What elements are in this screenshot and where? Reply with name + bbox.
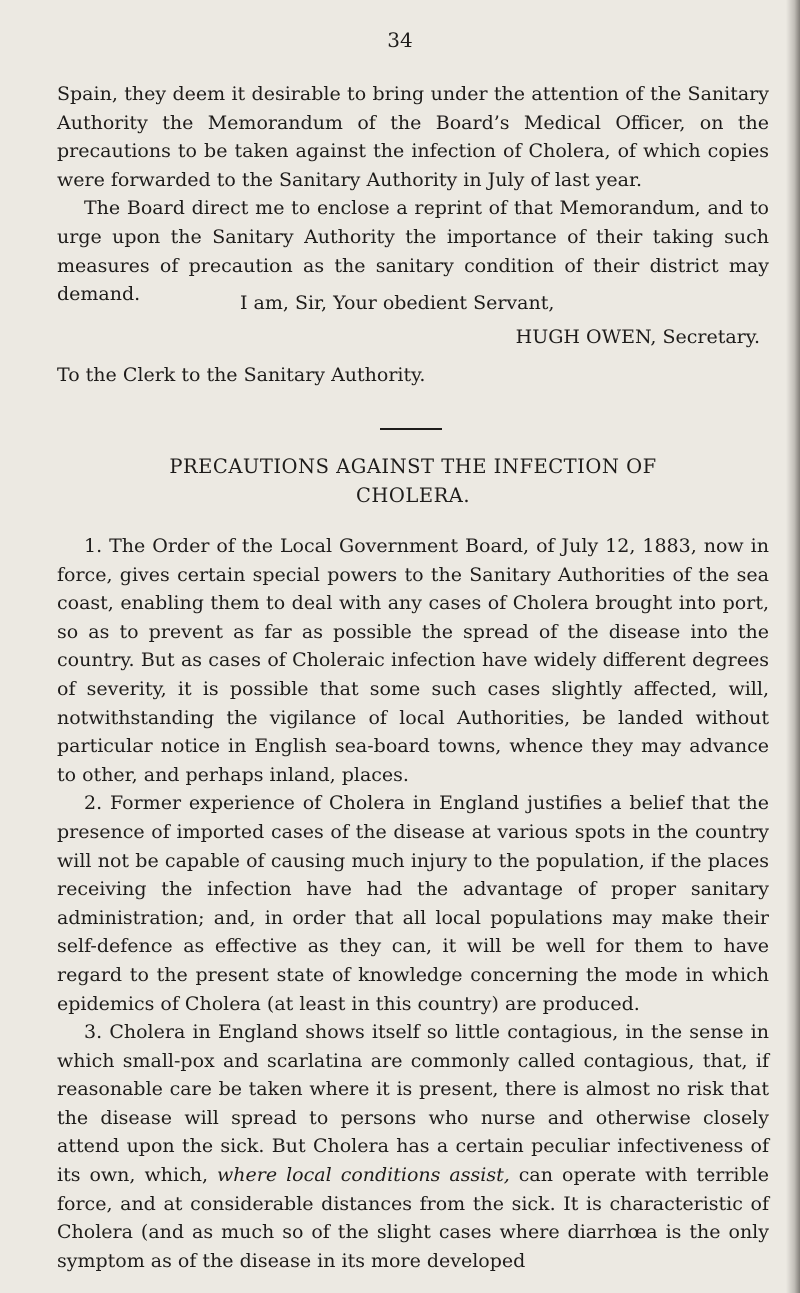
page-number: 34 [387,28,413,52]
memorandum-item: 2. Former experience of Cholera in England justifies a belief that the presence of imported cases of the disease at various spots in the country will not be capable of causing much injury to the population, if the places receiving the infection have had the advantage of proper sanitary administration; and, in order that all local populations may make their self-defence as effective as they can, it will be well for them to have regard to the present state of knowledge concerning the mode in which epidemics of Cholera (at least in this country) are produced. [57,792,769,1015]
letter-body [57,80,769,309]
letter-paragraph: The Board direct me to enclose a reprint of that Memorandum, and to urge upon the Sanitary Authority the importance of their taking such measures of precaution as the sanitary condition of their district may demand. [57,197,769,306]
heading-line: PRECAUTIONS AGAINST THE INFECTION OF [169,455,657,478]
item-italic-text: where local conditions assist, [217,1164,510,1187]
letter-paragraph: Spain, they deem it desirable to bring under the attention of the Sanitary Authority the Memorandum of the Board’s Medical Officer, on the precautions to be taken against the infection of Cholera, of which copies were forwarded to the Sanitary Authority in July of last year. [57,83,769,191]
page-edge-shadow [786,0,800,1293]
section-divider [380,428,442,430]
heading-line: CHOLERA. [355,484,471,507]
section-heading [57,452,769,510]
letter-addressee: To the Clerk to the Sanitary Authority. [57,364,426,386]
memorandum-item: 1. The Order of the Local Government Board, of July 12, 1883, now in force, gives certain special powers to the Sanitary Authorities of the sea coast, enabling them to deal with any cases of Cholera brought into port, so as to prevent as far as possible the spread of the disease into the country. But as cases of Choleraic infection have widely different degrees of severity, it is possible that some such cases slightly affected, will, notwithstanding the vigilance of local Authorities, be landed without particular notice in English sea-board towns, whence they may advance to other, and perhaps inland, places. [57,535,769,786]
letter-signoff: I am, Sir, Your obedient Servant, [240,292,555,314]
memorandum-body [57,532,769,1275]
item-text: can operate with terrible force, and at considerable distances from the sick. It is characteristic of Cholera (and as much so of the slight cases where diarrhœa is the only symptom as of the disease in its more developed [57,1164,769,1272]
item-text: 3. Cholera in England shows itself so little contagious, in the sense in which small-pox and scarlatina are commonly called contagious, that, if reasonable care be taken where it is present, there is almost no risk that the disease will spread to persons who nurse and otherwise closely attend upon the sick. But Cholera has a certain peculiar infectiveness of its own, which, [57,1021,769,1187]
memorandum-item [57,1018,769,1275]
letter-signature: HUGH OWEN, Secretary. [515,326,760,348]
